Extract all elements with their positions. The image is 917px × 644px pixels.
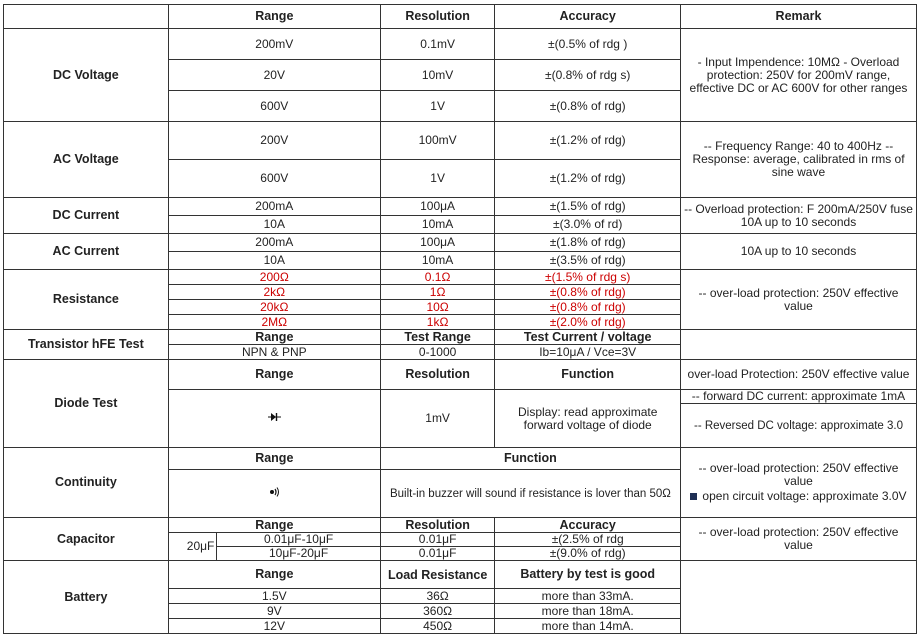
ac-voltage-resolution: 100mV (380, 122, 495, 160)
battery-range: 9V (168, 604, 380, 619)
resistance-remark: -- over-load protection: 250V effective value (680, 270, 916, 330)
capacitor-accuracy: ±(9.0% of rdg) (495, 547, 681, 561)
ac-voltage-range: 200V (168, 122, 380, 160)
capacitor-accuracy: ±(2.5% of rdg (495, 533, 681, 547)
resistance-accuracy: ±(2.0% of rdg) (495, 315, 681, 330)
table-row (4, 29, 917, 60)
ac-current-resolution: 10mA (380, 252, 495, 270)
resistance-accuracy: ±(0.8% of rdg) (495, 300, 681, 315)
table-row (4, 518, 917, 533)
capacitor-resolution: 0.01μF (380, 533, 495, 547)
battery-header-good: Battery by test is good (495, 561, 681, 589)
ac-current-label: AC Current (4, 234, 169, 270)
battery-good: more than 14mA. (495, 619, 681, 634)
table-row (4, 198, 917, 216)
dc-voltage-range: 200mV (168, 29, 380, 60)
resistance-resolution: 10Ω (380, 300, 495, 315)
capacitor-header-range: Range (168, 518, 380, 533)
transistor-test-current: Ib=10μA / Vce=3V (495, 345, 681, 360)
capacitor-range: 0.01μF-10μF (217, 533, 380, 547)
dc-voltage-range: 600V (168, 91, 380, 122)
ac-current-resolution: 100μA (380, 234, 495, 252)
table-row (4, 330, 917, 345)
resistance-range: 200Ω (168, 270, 380, 285)
table-row (4, 561, 917, 589)
ac-voltage-accuracy: ±(1.2% of rdg) (495, 160, 681, 198)
dc-current-accuracy: ±(1.5% of rdg) (495, 198, 681, 216)
ac-current-remark: 10A up to 10 seconds (680, 234, 916, 270)
capacitor-label: Capacitor (4, 518, 169, 561)
continuity-function: Built-in buzzer will sound if resistance is lover than 50Ω (380, 470, 680, 518)
continuity-remark-protection: -- over-load protection: 250V effective value (698, 461, 899, 488)
ac-current-range: 10A (168, 252, 380, 270)
table-row (4, 360, 917, 390)
resistance-range: 2kΩ (168, 285, 380, 300)
continuity-range (168, 470, 380, 518)
header-accuracy: Accuracy (495, 5, 681, 29)
table-row (4, 270, 917, 285)
table-row (4, 234, 917, 252)
transistor-remark (680, 330, 916, 360)
ac-voltage-label: AC Voltage (4, 122, 169, 198)
dc-voltage-label: DC Voltage (4, 29, 169, 122)
resistance-accuracy: ±(1.5% of rdg s) (495, 270, 681, 285)
ac-voltage-range: 600V (168, 160, 380, 198)
battery-load: 36Ω (380, 589, 495, 604)
transistor-range: NPN & PNP (168, 345, 380, 360)
resistance-resolution: 0.1Ω (380, 270, 495, 285)
battery-good: more than 18mA. (495, 604, 681, 619)
dc-voltage-resolution: 1V (380, 91, 495, 122)
battery-header-load: Load Resistance (380, 561, 495, 589)
ac-voltage-accuracy: ±(1.2% of rdg) (495, 122, 681, 160)
diode-header-function: Function (495, 360, 681, 390)
header-remark: Remark (680, 5, 916, 29)
resistance-range: 2MΩ (168, 315, 380, 330)
dc-current-resolution: 100μA (380, 198, 495, 216)
transistor-header-test-current: Test Current / voltage (495, 330, 681, 345)
continuity-header-function: Function (380, 448, 680, 470)
battery-load: 360Ω (380, 604, 495, 619)
dc-current-accuracy: ±(3.0% of rd) (495, 216, 681, 234)
diode-symbol-icon (268, 412, 281, 422)
dc-current-resolution: 10mA (380, 216, 495, 234)
dc-voltage-accuracy: ±(0.5% of rdg ) (495, 29, 681, 60)
battery-range: 1.5V (168, 589, 380, 604)
ac-current-accuracy: ±(1.8% of rdg) (495, 234, 681, 252)
capacitor-header-accuracy: Accuracy (495, 518, 681, 533)
continuity-remark-voltage-line (683, 490, 914, 503)
resistance-label: Resistance (4, 270, 169, 330)
resistance-range: 20kΩ (168, 300, 380, 315)
battery-header-range: Range (168, 561, 380, 589)
transistor-header-range: Range (168, 330, 380, 345)
battery-label: Battery (4, 561, 169, 634)
buzzer-symbol-icon (268, 486, 280, 498)
transistor-test-range: 0-1000 (380, 345, 495, 360)
ac-current-accuracy: ±(3.5% of rdg) (495, 252, 681, 270)
dc-voltage-resolution: 0.1mV (380, 29, 495, 60)
dc-voltage-resolution: 10mV (380, 60, 495, 91)
capacitor-range: 10μF-20μF (217, 547, 380, 561)
diode-header-resolution: Resolution (380, 360, 495, 390)
table-row (4, 448, 917, 470)
transistor-label: Transistor hFE Test (4, 330, 169, 360)
dc-current-range: 10A (168, 216, 380, 234)
dc-current-remark: -- Overload protection: F 200mA/250V fuse 10A up to 10 seconds (680, 198, 916, 234)
diode-range (168, 390, 380, 448)
continuity-remark (680, 448, 916, 518)
resistance-accuracy: ±(0.8% of rdg) (495, 285, 681, 300)
continuity-label: Continuity (4, 448, 169, 518)
ac-current-range: 200mA (168, 234, 380, 252)
continuity-header-range: Range (168, 448, 380, 470)
ac-voltage-remark: -- Frequency Range: 40 to 400Hz -- Response: average, calibrated in rms of sine wave (680, 122, 916, 198)
diode-header-range: Range (168, 360, 380, 390)
header-range: Range (168, 5, 380, 29)
continuity-remark-voltage: open circuit voltage: approximate 3.0V (702, 489, 907, 503)
square-bullet-icon (690, 493, 697, 500)
dc-voltage-remark: - Input Impendence: 10MΩ - Overload protection: 250V for 200mV range, effective DC or AC 600V for other ranges (680, 29, 916, 122)
dc-voltage-accuracy: ±(0.8% of rdg s) (495, 60, 681, 91)
capacitor-remark: -- over-load protection: 250V effective value (680, 518, 916, 561)
transistor-header-test-range: Test Range (380, 330, 495, 345)
dc-voltage-range: 20V (168, 60, 380, 91)
diode-resolution: 1mV (380, 390, 495, 448)
capacitor-group: 20μF (168, 533, 217, 561)
diode-remark-reverse: -- Reversed DC voltage: approximate 3.0 (680, 404, 916, 448)
table-row (4, 122, 917, 160)
header-resolution: Resolution (380, 5, 495, 29)
diode-function: Display: read approximate forward voltage of diode (495, 390, 681, 448)
battery-remark (680, 561, 916, 634)
header-blank (4, 5, 169, 29)
resistance-resolution: 1kΩ (380, 315, 495, 330)
battery-load: 450Ω (380, 619, 495, 634)
dc-current-range: 200mA (168, 198, 380, 216)
battery-good: more than 33mA. (495, 589, 681, 604)
diode-label: Diode Test (4, 360, 169, 448)
header-row (4, 5, 917, 29)
diode-remark-protection: over-load Protection: 250V effective value (680, 360, 916, 390)
spec-table (3, 4, 917, 634)
diode-remark-forward: -- forward DC current: approximate 1mA (680, 390, 916, 404)
dc-voltage-accuracy: ±(0.8% of rdg) (495, 91, 681, 122)
battery-range: 12V (168, 619, 380, 634)
dc-current-label: DC Current (4, 198, 169, 234)
capacitor-resolution: 0.01μF (380, 547, 495, 561)
resistance-resolution: 1Ω (380, 285, 495, 300)
ac-voltage-resolution: 1V (380, 160, 495, 198)
capacitor-header-resolution: Resolution (380, 518, 495, 533)
